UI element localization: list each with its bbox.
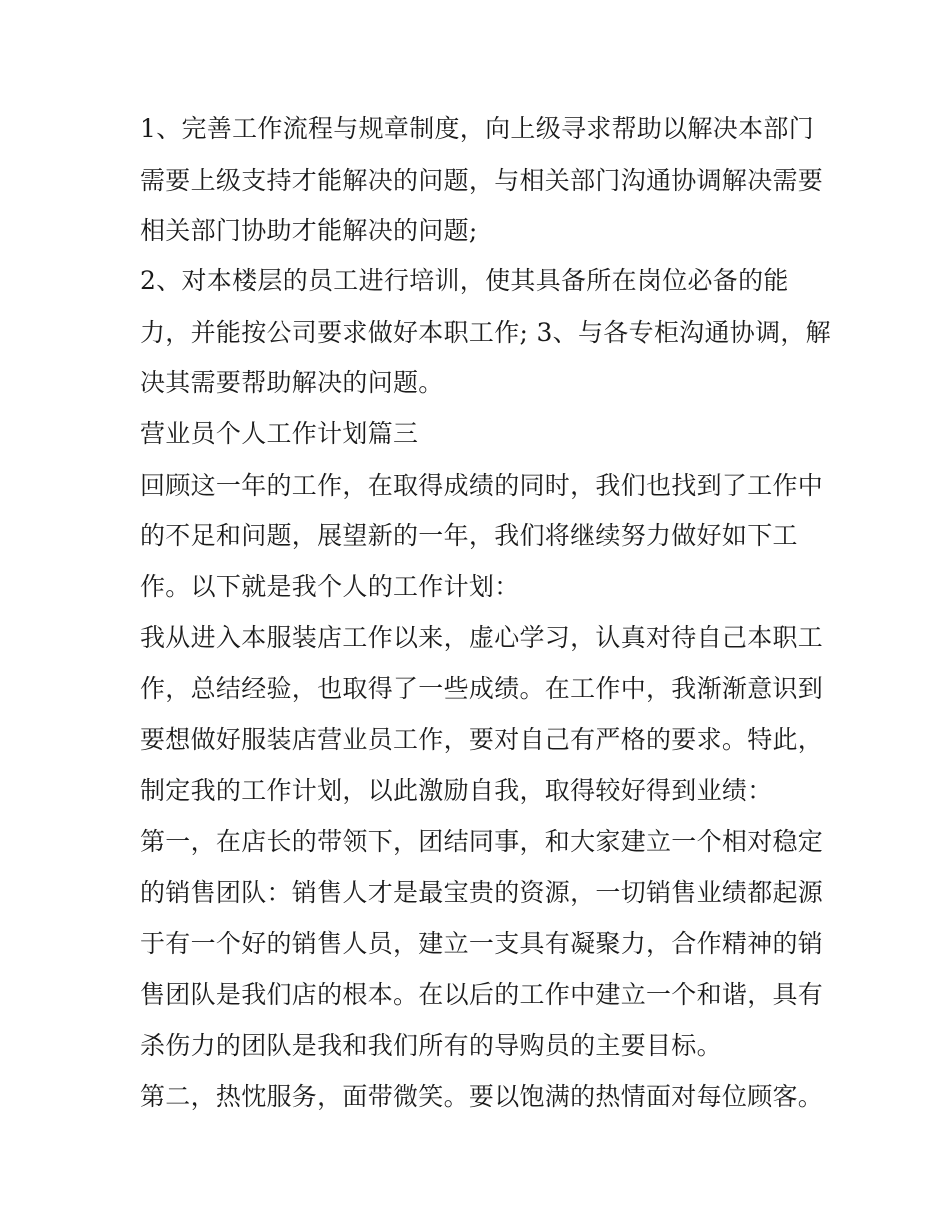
text-line: 要想做好服装店营业员工作，要对自己有严格的要求。特此， xyxy=(140,725,824,754)
text-line: 2、对本楼层的员工进行培训，使其具备所在岗位必备的能 xyxy=(140,266,789,295)
text-line: 决其需要帮助解决的问题。 xyxy=(140,368,444,397)
text-line: 需要上级支持才能解决的问题，与相关部门沟通协调解决需要 xyxy=(140,166,824,195)
text-line: 于有一个好的销售人员，建立一支具有凝聚力，合作精神的销 xyxy=(140,929,824,958)
text-line: 制定我的工作计划，以此激励自我，取得较好得到业绩： xyxy=(140,776,773,805)
text-line: 相关部门协助才能解决的问题; xyxy=(140,216,478,245)
text-line: 售团队是我们店的根本。在以后的工作中建立一个和谐，具有 xyxy=(140,980,824,1009)
text-line: 我从进入本服装店工作以来，虚心学习，认真对待自己本职工 xyxy=(140,623,824,652)
text-line: 杀伤力的团队是我和我们所有的导购员的主要目标。 xyxy=(140,1031,722,1060)
text-line: 回顾这一年的工作，在取得成绩的同时，我们也找到了工作中 xyxy=(140,471,824,500)
text-line: 的销售团队：销售人才是最宝贵的资源，一切销售业绩都起源 xyxy=(140,878,824,907)
text-line: 的不足和问题，展望新的一年，我们将继续努力做好如下工 xyxy=(140,521,798,550)
text-line: 作。以下就是我个人的工作计划： xyxy=(140,572,520,601)
text-line: 作，总结经验，也取得了一些成绩。在工作中，我渐渐意识到 xyxy=(140,674,824,703)
text-line: 1、完善工作流程与规章制度，向上级寻求帮助以解决本部门 xyxy=(140,114,815,143)
text-line: 第二，热忱服务，面带微笑。要以饱满的热情面对每位顾客。 xyxy=(140,1082,824,1111)
text-line: 力，并能按公司要求做好本职工作; 3、与各专柜沟通协调，解 xyxy=(140,318,831,347)
text-line: 第一，在店长的带领下，团结同事，和大家建立一个相对稳定 xyxy=(140,827,824,856)
section-heading: 营业员个人工作计划篇三 xyxy=(140,419,419,448)
